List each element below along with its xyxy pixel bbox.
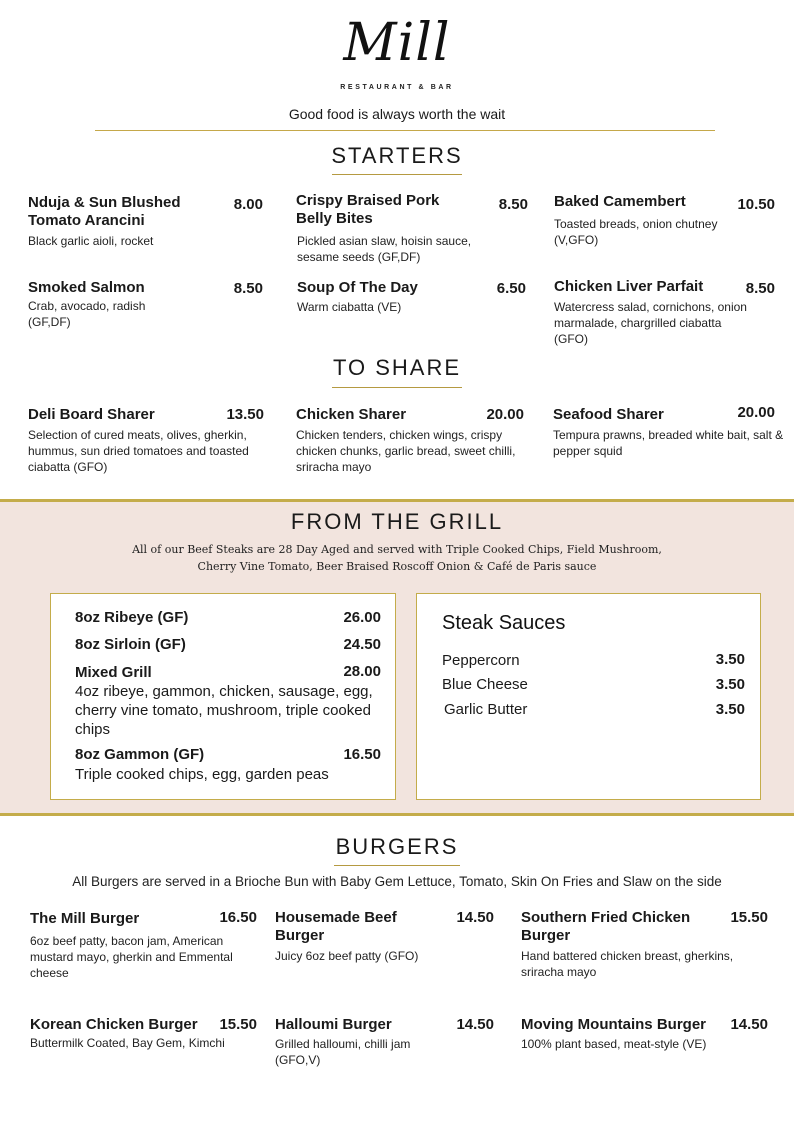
to-share-title-underline bbox=[332, 387, 462, 388]
burgers-title: BURGERS bbox=[335, 834, 459, 859]
menu-item-description: Pickled asian slaw, hoisin sauce, sesame seeds (GF,DF) bbox=[297, 234, 472, 264]
menu-item-description: Hand battered chicken breast, gherkins, sriracha mayo bbox=[521, 949, 734, 979]
menu-item-description: Grilled halloumi, chilli jam (GFO,V) bbox=[275, 1037, 411, 1067]
menu-item-name: Seafood Sharer bbox=[553, 406, 664, 423]
grill-intro-line-1: All of our Beef Steaks are 28 Day Aged and served with Triple Cooked Chips, Field Mushroom, bbox=[132, 543, 662, 556]
menu-item-name: Chicken Liver Parfait bbox=[554, 278, 704, 295]
menu-item-description: Selection of cured meats, olives, gherkin, hummus, sun dried tomatoes and toasted ciabatta (GFO) bbox=[28, 428, 249, 474]
grill-intro-line-2: Cherry Vine Tomato, Beer Braised Roscoff Onion & Café de Paris sauce bbox=[197, 560, 597, 573]
menu-item-price: 14.50 bbox=[456, 909, 494, 926]
menu-item-name: Nduja & Sun Blushed Tomato Arancini bbox=[28, 194, 181, 229]
menu-item-name: Korean Chicken Burger bbox=[30, 1016, 198, 1033]
menu-item-price: 14.50 bbox=[456, 1016, 494, 1033]
header-divider bbox=[95, 130, 715, 131]
menu-item-description: Toasted breads, onion chutney (V,GFO) bbox=[554, 217, 718, 247]
menu-item-name: Housemade Beef Burger bbox=[275, 909, 397, 944]
restaurant-logo bbox=[0, 8, 794, 91]
menu-item-price: 20.00 bbox=[737, 404, 775, 421]
starters-title: STARTERS bbox=[331, 143, 463, 168]
burgers-intro: All Burgers are served in a Brioche Bun with Baby Gem Lettuce, Tomato, Skin On Fries and Slaw on the side bbox=[72, 874, 722, 889]
menu-item-price: 20.00 bbox=[486, 406, 524, 423]
starters-title-underline bbox=[332, 174, 462, 175]
grill-item-name: 8oz Ribeye (GF) bbox=[75, 609, 189, 626]
menu-item-name: Smoked Salmon bbox=[28, 279, 145, 296]
menu-item-name: Southern Fried Chicken Burger bbox=[521, 909, 691, 944]
menu-item-description: Crab, avocado, radish (GF,DF) bbox=[28, 299, 146, 329]
to-share-title: TO SHARE bbox=[332, 355, 462, 380]
menu-item-name: Crispy Braised Pork Belly Bites bbox=[296, 192, 440, 227]
menu-item-description: Warm ciabatta (VE) bbox=[297, 300, 402, 314]
grill-item-name: 8oz Sirloin (GF) bbox=[75, 636, 186, 653]
menu-item-description: 6oz beef patty, bacon jam, American mustard mayo, gherkin and Emmental cheese bbox=[30, 934, 233, 980]
menu-item-price: 13.50 bbox=[226, 406, 264, 423]
sauce-price: 3.50 bbox=[715, 676, 745, 693]
menu-item-price: 10.50 bbox=[737, 196, 775, 213]
menu-item-price: 16.50 bbox=[219, 909, 257, 926]
menu-item-description: Buttermilk Coated, Bay Gem, Kimchi bbox=[30, 1036, 225, 1050]
sauce-name: Blue Cheese bbox=[442, 676, 528, 693]
menu-item-name: The Mill Burger bbox=[30, 910, 140, 927]
menu-item-description: Watercress salad, cornichons, onion marmalade, chargrilled ciabatta (GFO) bbox=[554, 300, 747, 346]
menu-item-description: Tempura prawns, breaded white bait, salt & pepper squid bbox=[553, 428, 784, 458]
burgers-title-underline bbox=[334, 865, 460, 866]
menu-item-price: 15.50 bbox=[730, 909, 768, 926]
menu-item-price: 8.50 bbox=[498, 196, 528, 213]
menu-item-name: Chicken Sharer bbox=[296, 406, 407, 423]
menu-item-description: Chicken tenders, chicken wings, crispy chicken chunks, garlic bread, sweet chilli, sriracha mayo bbox=[296, 428, 516, 474]
logo-script-text: Mill bbox=[343, 13, 451, 73]
menu-item-price: 8.50 bbox=[745, 280, 775, 297]
sauce-price: 3.50 bbox=[715, 701, 745, 718]
menu-item-price: 8.00 bbox=[233, 196, 263, 213]
sauce-name: Garlic Butter bbox=[444, 701, 528, 718]
menu-item-name: Moving Mountains Burger bbox=[521, 1016, 706, 1033]
menu-item-price: 8.50 bbox=[233, 280, 263, 297]
grill-item-price: 16.50 bbox=[343, 746, 381, 763]
menu-item-name: Deli Board Sharer bbox=[28, 406, 155, 423]
grill-title: FROM THE GRILL bbox=[290, 509, 504, 534]
grill-item-price: 28.00 bbox=[343, 663, 381, 680]
menu-item-description: Black garlic aioli, rocket bbox=[28, 234, 154, 248]
grill-item-price: 26.00 bbox=[343, 609, 381, 626]
menu-item-name: Soup Of The Day bbox=[297, 279, 418, 296]
logo-subtitle: RESTAURANT & BAR bbox=[340, 84, 454, 91]
grill-items-box bbox=[50, 593, 396, 800]
menu-item-price: 6.50 bbox=[496, 280, 526, 297]
grill-item-description: Triple cooked chips, egg, garden peas bbox=[75, 766, 329, 783]
menu-item-description: Juicy 6oz beef patty (GFO) bbox=[275, 949, 419, 963]
menu-item-price: 15.50 bbox=[219, 1016, 257, 1033]
grill-item-name: 8oz Gammon (GF) bbox=[75, 746, 205, 763]
sauce-name: Peppercorn bbox=[442, 652, 520, 669]
menu-item-name: Halloumi Burger bbox=[275, 1016, 392, 1033]
menu-item-description: 100% plant based, meat-style (VE) bbox=[521, 1037, 707, 1051]
grill-item-price: 24.50 bbox=[343, 636, 381, 653]
steak-sauces-title: Steak Sauces bbox=[442, 612, 566, 634]
steak-sauces-box bbox=[416, 593, 761, 800]
grill-item-description: 4oz ribeye, gammon, chicken, sausage, egg, cherry vine tomato, mushroom, triple cooked chips bbox=[75, 683, 373, 738]
grill-item-name: Mixed Grill bbox=[75, 664, 152, 681]
menu-item-price: 14.50 bbox=[730, 1016, 768, 1033]
sauce-price: 3.50 bbox=[715, 651, 745, 668]
tagline: Good food is always worth the wait bbox=[288, 106, 506, 122]
menu-item-name: Baked Camembert bbox=[554, 193, 686, 210]
